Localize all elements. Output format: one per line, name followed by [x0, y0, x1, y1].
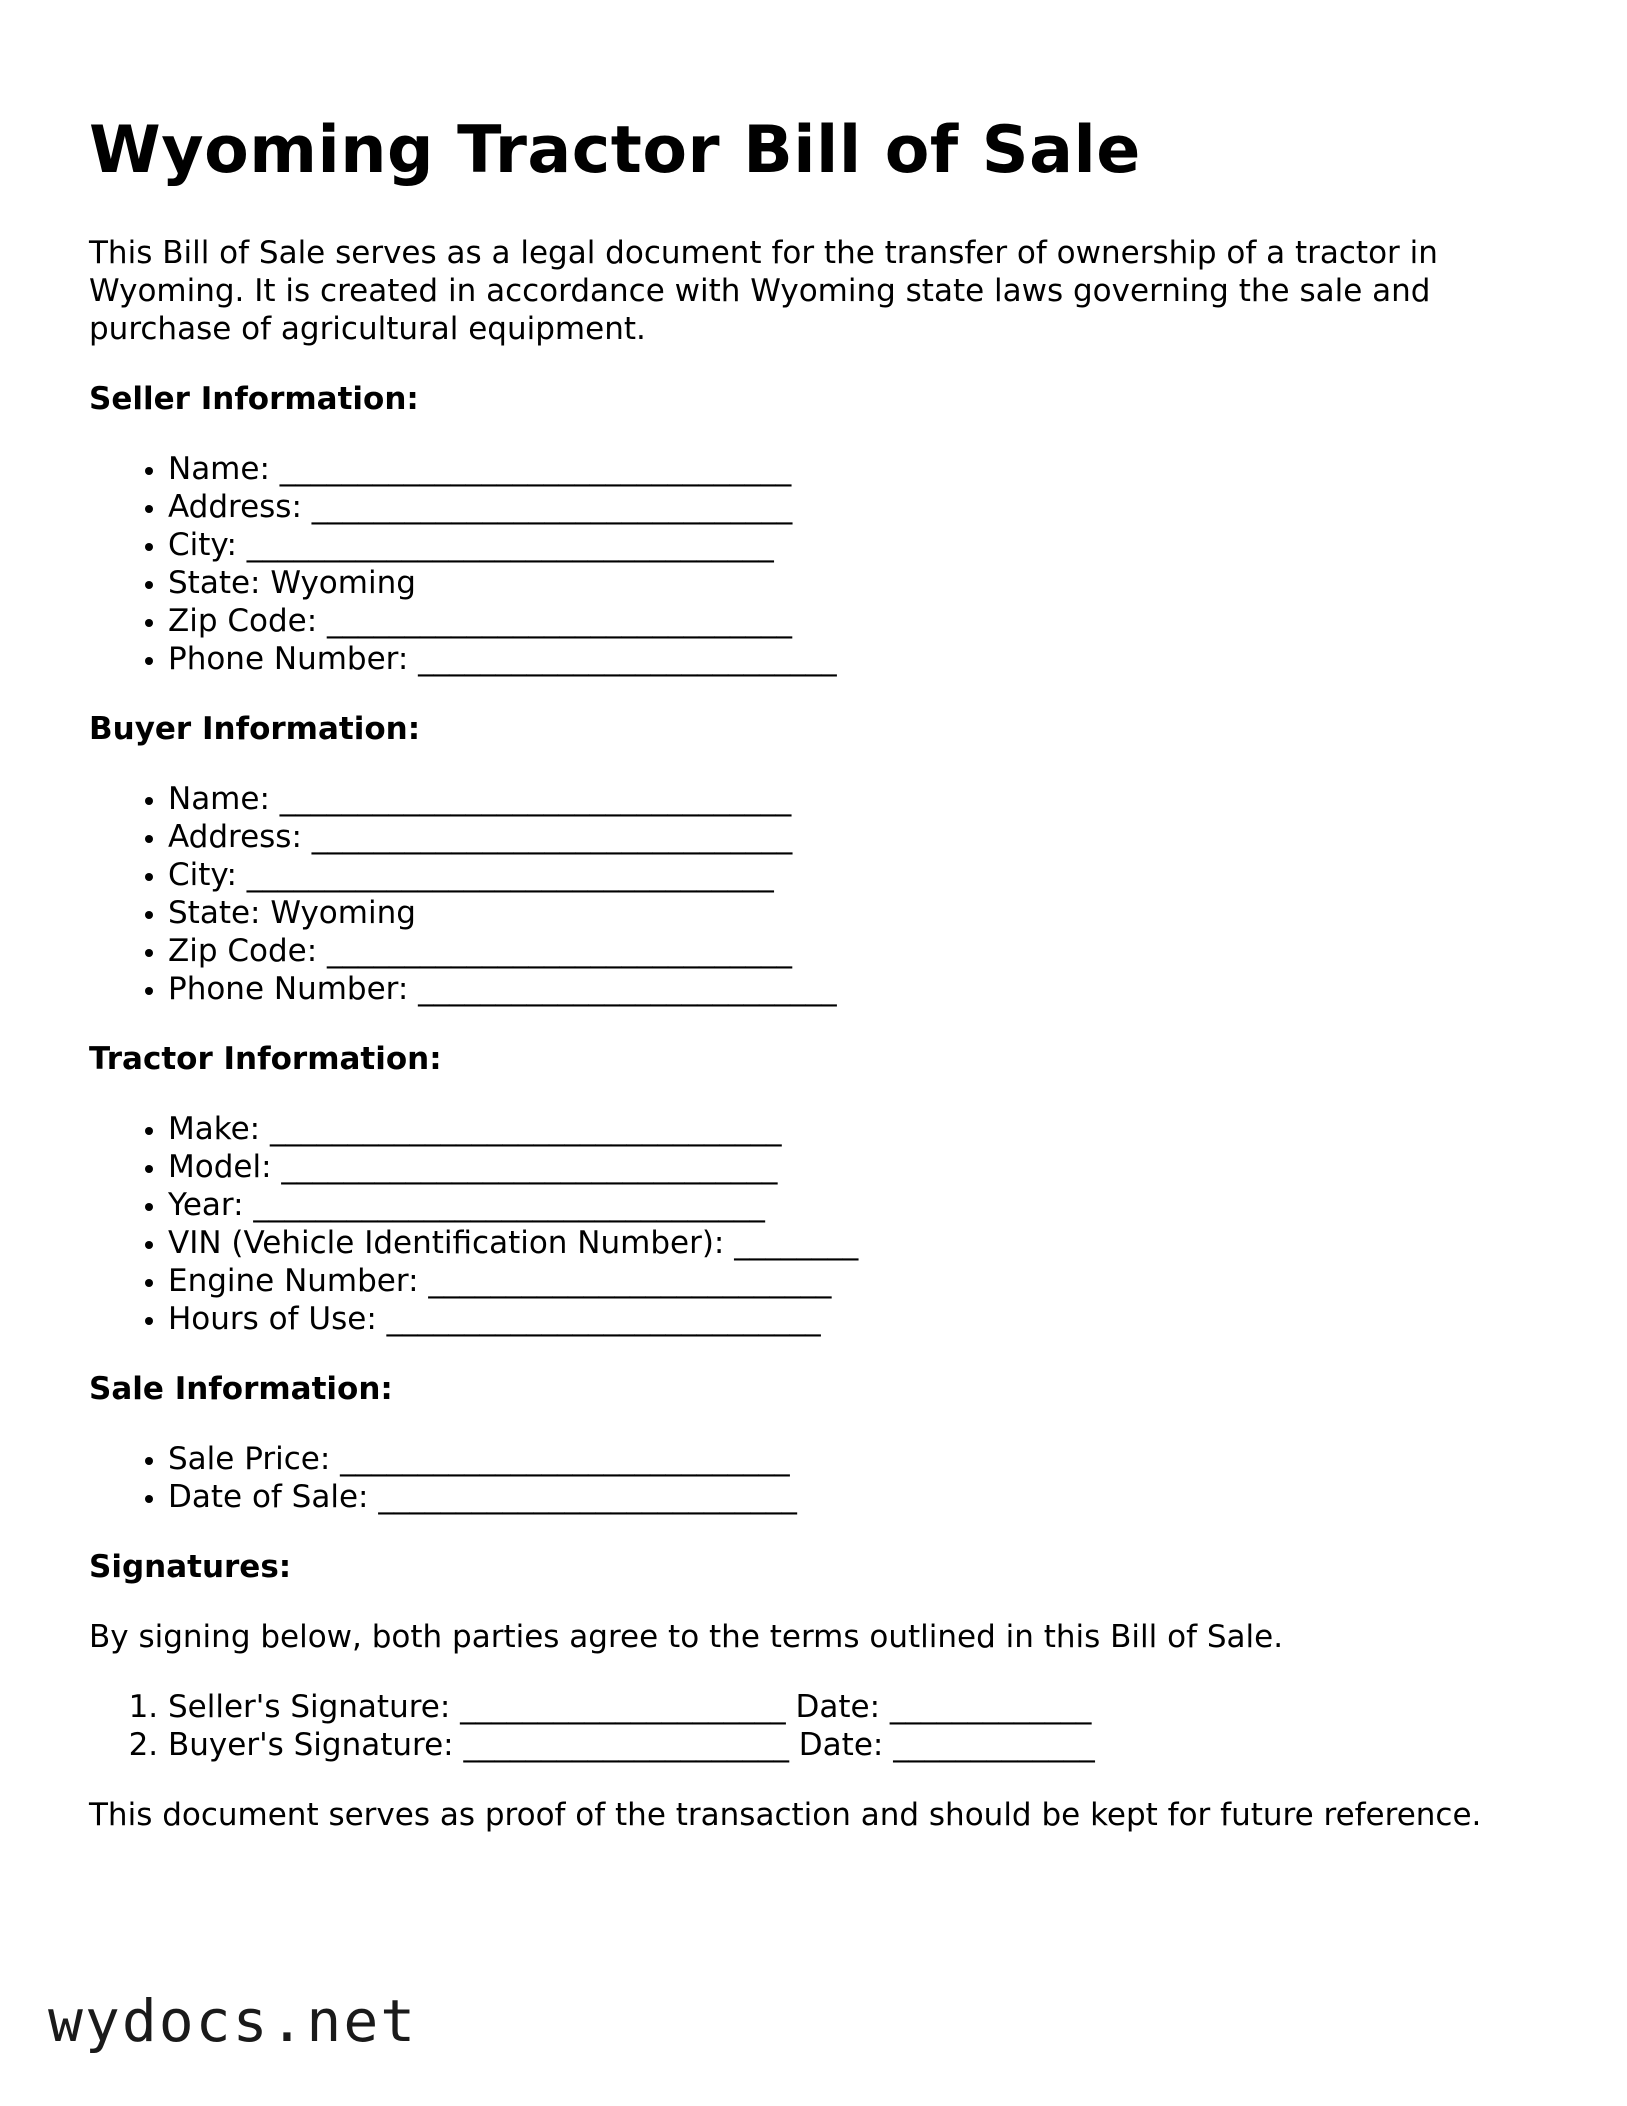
tractor-year-field: • Year: _________________________________ [168, 1186, 1549, 1224]
closing-paragraph: This document serves as proof of the transaction and should be kept for future reference. [89, 1797, 1482, 1833]
sale-heading: Sale Information: [89, 1371, 393, 1407]
sale-price-field: • Sale Price: _____________________________ [168, 1440, 1549, 1478]
tractor-make-field: • Make: _________________________________ [168, 1110, 1549, 1148]
buyer-address-field: • Address: _______________________________ [168, 818, 1549, 856]
signatures-heading: Signatures: [89, 1549, 292, 1585]
buyer-city-field: • City: __________________________________ [168, 856, 1549, 894]
seller-zip-field: • Zip Code: ______________________________ [168, 602, 1549, 640]
buyer-state-field: • State: Wyoming [168, 894, 1549, 932]
signatures-list [89, 1688, 1549, 1764]
seller-heading: Seller Information: [89, 381, 419, 417]
sale-date-field: • Date of Sale: ___________________________ [168, 1478, 1549, 1516]
watermark-logo: wydocs.net [48, 1987, 418, 2055]
document-page [89, 108, 1549, 1834]
buyer-list [89, 780, 1549, 1008]
seller-state-field: • State: Wyoming [168, 564, 1549, 602]
buyer-heading: Buyer Information: [89, 711, 421, 747]
seller-signature-line: 1. Seller's Signature: _____________________ Date: _____________ [168, 1688, 1549, 1726]
tractor-model-field: • Model: ________________________________ [168, 1148, 1549, 1186]
tractor-list [89, 1110, 1549, 1338]
seller-phone-field: • Phone Number: ___________________________ [168, 640, 1549, 678]
document-title: Wyoming Tractor Bill of Sale [89, 113, 1141, 188]
seller-city-field: • City: __________________________________ [168, 526, 1549, 564]
buyer-phone-field: • Phone Number: ___________________________ [168, 970, 1549, 1008]
tractor-vin-field: • VIN (Vehicle Identification Number): ________ [168, 1224, 1549, 1262]
tractor-engine-field: • Engine Number: __________________________ [168, 1262, 1549, 1300]
buyer-name-field: • Name: _________________________________ [168, 780, 1549, 818]
signatures-intro: By signing below, both parties agree to the terms outlined in this Bill of Sale. [89, 1619, 1284, 1655]
buyer-zip-field: • Zip Code: ______________________________ [168, 932, 1549, 970]
buyer-signature-line: 2. Buyer's Signature: _____________________ Date: _____________ [168, 1726, 1549, 1764]
tractor-heading: Tractor Information: [89, 1041, 442, 1077]
seller-address-field: • Address: _______________________________ [168, 488, 1549, 526]
intro-paragraph: This Bill of Sale serves as a legal document for the transfer of ownership of a tractor in Wyoming. It is created in accordance with Wyoming state laws governing the sale and purchase of agricultural equipment. [89, 235, 1438, 347]
seller-list [89, 450, 1549, 678]
tractor-hours-field: • Hours of Use: ____________________________ [168, 1300, 1549, 1338]
seller-name-field: • Name: _________________________________ [168, 450, 1549, 488]
sale-list [89, 1440, 1549, 1516]
